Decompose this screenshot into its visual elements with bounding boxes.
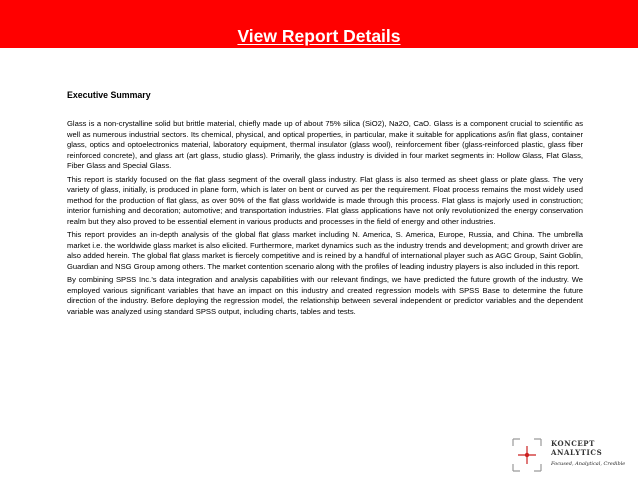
logo-mark-icon — [511, 437, 543, 473]
paragraph-intro: Glass is a non-crystalline solid but brittle material, chiefly made up of about 75% silica (SiO2), Na2O, CaO. Glass is a component crucial to scientific as well as numerous industrial sectors. Its chemical, physical, and optical properties, in particular, make it suitable for applications as/in flat glass, container glass, optics and optoelectronics material, laboratory equipment, thermal insulator (glass wool), reinforcement fiber (glass-reinforced plastic, glass fiber reinforced concrete), and glass art (art glass, studio glass). Primarily, the glass industry is divided in four market segments in: Hollow Glass, Flat Glass, Fiber Glass and Special Glass. — [67, 119, 583, 170]
paragraph-flat-glass: This report is starkly focused on the flat glass segment of the overall glass industry. Flat glass is also termed as sheet glass or plate glass. The very variety of glass, initially, is produced in plane form, which is later on bent or curved as per the requirement. Float process remains the most widely used method for the production of flat glass, as over 90% of the flat glass worldwide is made through this process. Flat glass is majorly used in construction; interior furnishing and decoration; automotive; and transportation industries. Flat glass applications have not only revolutionized the energy conservation realm but they also proved to be essential element in various products and processes in the field of energy and other industries. — [67, 174, 583, 226]
report-content — [67, 90, 583, 320]
logo-name-line2: ANALYTICS — [551, 448, 603, 457]
paragraph-methodology: By combining SPSS Inc.’s data integration and analysis capabilities with our relevant findings, we have predicted the future growth of the industry. We employed various significant variables that have an impact on this industry and created regression models with SPSS Base to determine the future direction of the industry. Before deploying the regression model, the relationship between several independent or predictor variables and the dependent variable was analyzed using standard SPSS output, including charts, tables and tests. — [67, 275, 583, 316]
section-title: Executive Summary — [67, 90, 151, 100]
logo-tagline: Focused, Analytical, Credible — [551, 461, 626, 467]
view-report-details-link[interactable]: View Report Details — [237, 26, 401, 46]
logo-name — [551, 439, 602, 457]
paragraph-market-analysis: This report provides an in-depth analysis of the global flat glass market including N. America, S. America, Europe, Russia, and China. The umbrella market i.e. the worldwide glass market is also elicited. Furthermore, market dynamics such as the industry trends and development; and growth driver are also added herein. The global flat glass market is fiercely competitive and is reined by a handful of international player such as AGC Group, Saint Goblin, Guardian and NSG Group among others. The market contention scenario along with the profiles of leading industry players is also included in this report. — [67, 230, 583, 271]
company-logo — [511, 437, 631, 473]
logo-name-line1: KONCEPT — [551, 439, 595, 448]
